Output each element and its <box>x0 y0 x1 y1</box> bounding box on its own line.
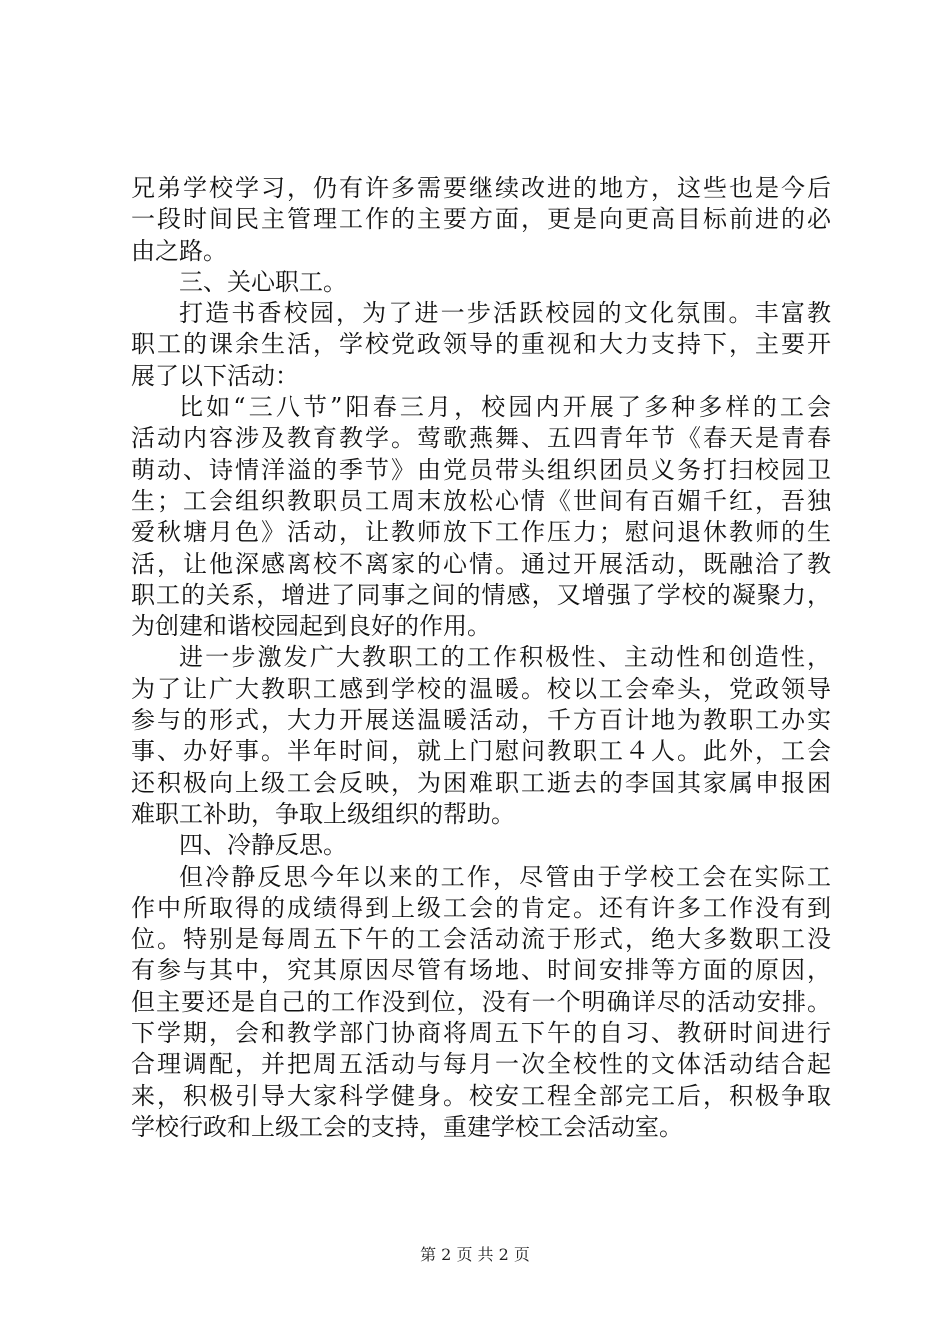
body-line: 生；工会组织教职员工周末放松心情《世间有百媚千红，吾独 <box>131 486 831 515</box>
body-line: 为了让广大教职工感到学校的温暖。校以工会牵头，党政领导 <box>131 674 831 703</box>
body-line: 学校行政和上级工会的支持，重建学校工会活动室。 <box>131 1112 683 1141</box>
body-line: 活动内容涉及教育教学。莺歌燕舞、五四青年节《春天是青春 <box>131 424 831 453</box>
body-line: 下学期，会和教学部门协商将周五下午的自习、教研时间进行 <box>131 1019 831 1048</box>
body-line: 爱秋塘月色》活动，让教师放下工作压力；慰问退休教师的生 <box>131 518 831 547</box>
body-line: 难职工补助，争取上级组织的帮助。 <box>131 799 515 828</box>
body-line: 职工的关系，增进了同事之间的情感，又增强了学校的凝聚力， <box>131 580 831 609</box>
body-line: 比如“三八节”阳春三月，校园内开展了多种多样的工会 <box>179 393 831 422</box>
body-line: 作中所取得的成绩得到上级工会的肯定。还有许多工作没有到 <box>131 893 831 922</box>
body-line: 事、办好事。半年时间，就上门慰问教职工４人。此外，工会 <box>131 737 831 766</box>
body-line: 进一步激发广大教职工的工作积极性、主动性和创造性， <box>179 643 831 672</box>
body-line: 由之路。 <box>131 236 227 265</box>
body-line: 职工的课余生活，学校党政领导的重视和大力支持下，主要开 <box>131 330 831 359</box>
document-body <box>131 173 831 1143</box>
page-number-label: 第 2 页 共 2 页 <box>420 1245 530 1264</box>
section-heading: 三、关心职工。 <box>179 267 347 296</box>
body-line: 展了以下活动： <box>131 361 299 390</box>
page-footer <box>0 1245 950 1265</box>
body-line: 来，积极引导大家科学健身。校安工程全部完工后，积极争取 <box>131 1081 831 1110</box>
body-line: 但主要还是自己的工作没到位，没有一个明确详尽的活动安排。 <box>131 987 831 1016</box>
section-heading: 四、冷静反思。 <box>179 831 347 860</box>
body-line: 有参与其中，究其原因尽管有场地、时间安排等方面的原因， <box>131 956 831 985</box>
body-line: 兄弟学校学习，仍有许多需要继续改进的地方，这些也是今后 <box>131 174 831 202</box>
body-line: 萌动、诗情洋溢的季节》由党员带头组织团员义务打扫校园卫 <box>131 455 831 484</box>
body-line: 一段时间民主管理工作的主要方面，更是向更高目标前进的必 <box>131 205 831 234</box>
body-line: 合理调配，并把周五活动与每月一次全校性的文体活动结合起 <box>131 1050 831 1079</box>
body-line: 还积极向上级工会反映，为困难职工逝去的李国其家属申报困 <box>131 768 831 797</box>
body-line: 但冷静反思今年以来的工作，尽管由于学校工会在实际工 <box>179 862 831 891</box>
body-line: 打造书香校园，为了进一步活跃校园的文化氛围。丰富教 <box>179 299 831 328</box>
body-line: 为创建和谐校园起到良好的作用。 <box>131 612 491 641</box>
body-line: 活，让他深感离校不离家的心情。通过开展活动，既融洽了教 <box>131 549 831 578</box>
body-line: 参与的形式，大力开展送温暖活动，千方百计地为教职工办实 <box>131 706 831 735</box>
body-line: 位。特别是每周五下午的工会活动流于形式，绝大多数职工没 <box>131 925 831 954</box>
